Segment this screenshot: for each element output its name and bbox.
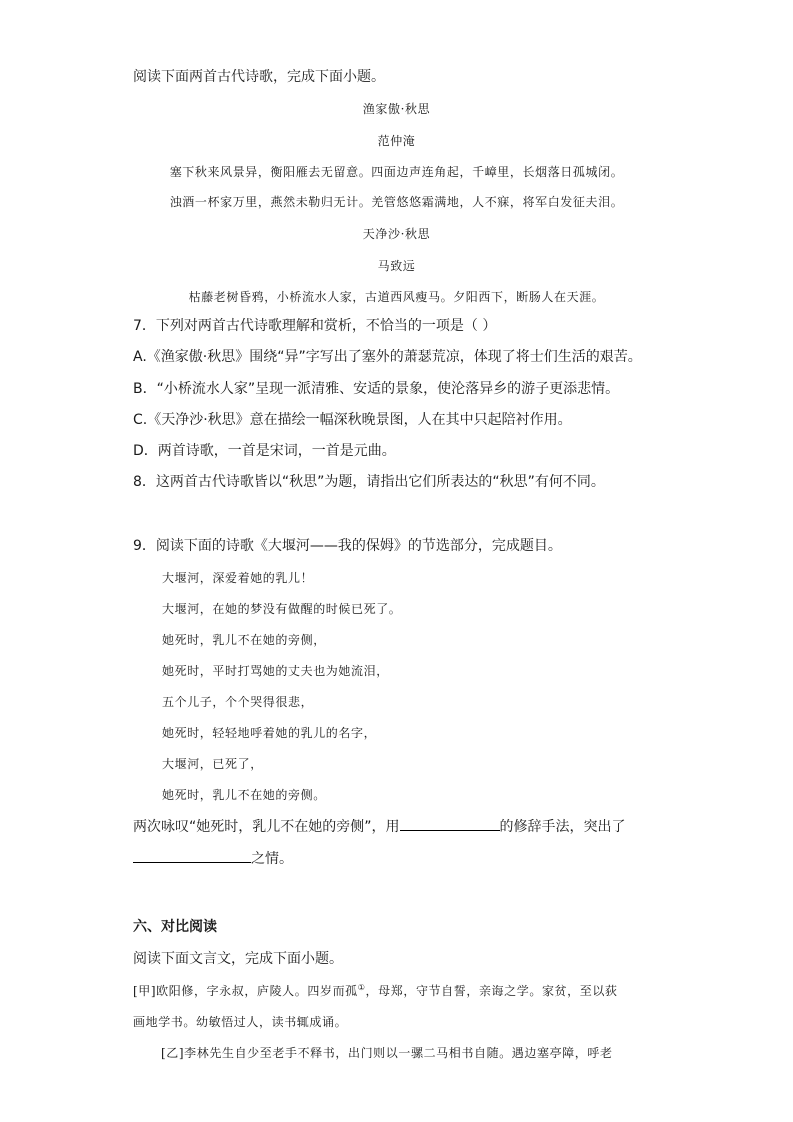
passage-jia-line — [133, 982, 618, 1000]
poem-verse: 大堰河，深爱着她的乳儿！ — [162, 571, 314, 585]
poem-verse: 五个儿子，个个哭得很悲， — [162, 695, 314, 709]
poem2-author: 马致远 — [377, 259, 416, 273]
question-7-stem: 7．下列对两首古代诗歌理解和赏析，不恰当的一项是（ ） — [133, 318, 497, 334]
passage-jia-text: [甲]欧阳修，字永叔，庐陵人。四岁而孤 — [133, 984, 358, 998]
poem-verse: 她死时，乳儿不在她的旁侧。 — [162, 788, 326, 802]
poem1-author: 范仲淹 — [377, 134, 416, 148]
section-heading: 六、对比阅读 — [133, 919, 217, 935]
answer-blank-1[interactable] — [400, 816, 500, 831]
question-7-option-d: D．两首诗歌，一首是宋词，一首是元曲。 — [133, 443, 396, 459]
section-intro: 阅读下面文言文，完成下面小题。 — [133, 951, 343, 967]
poem1-line: 浊酒一杯家万里，燕然未勒归无计。羌管悠悠霜满地，人不寐，将军白发征夫泪。 — [169, 195, 624, 209]
poem-verse: 她死时，平时打骂她的丈夫也为她流泪， — [162, 664, 389, 678]
poem1-line: 塞下秋来风景异，衡阳雁去无留意。四面边声连角起，千嶂里，长烟落日孤城闭。 — [169, 165, 624, 179]
question-9-stem: 9．阅读下面的诗歌《大堰河——我的保姆》的节选部分，完成题目。 — [133, 538, 562, 554]
poem-verse: 大堰河，在她的梦没有做醒的时候已死了。 — [162, 602, 402, 616]
passage-yi-line: [乙]李林先生自少至老手不释书，出门则以一骡二马相书自随。遇边塞亭障，呼老 — [161, 1046, 613, 1060]
question-9-prompt-part1: 两次咏叹“她死时，乳儿不在她的旁侧”，用 — [133, 819, 400, 835]
poem-verse: 她死时，轻轻地呼着她的乳儿的名字， — [162, 726, 377, 740]
passage-jia-text-rest: ，母郑，守节自誓，亲诲之学。家贫，至以荻 — [365, 984, 618, 998]
poem-verse: 她死时，乳儿不在她的旁侧， — [162, 633, 326, 647]
question-9-prompt-cont — [133, 848, 293, 868]
poem2-line: 枯藤老树昏鸦，小桥流水人家，古道西风瘦马。夕阳西下，断肠人在天涯。 — [188, 290, 605, 304]
poem1-title: 渔家傲·秋思 — [362, 102, 431, 116]
question-9-prompt — [133, 816, 626, 836]
footnote-marker: ① — [357, 983, 366, 992]
question-9-prompt-part3: 之情。 — [251, 851, 293, 867]
question-9-prompt-part2: 的修辞手法，突出了 — [499, 819, 626, 835]
poem-verse: 大堰河，已死了， — [162, 757, 263, 771]
question-7-option-a: A.《渔家傲·秋思》围绕“异”字写出了塞外的萧瑟荒凉，体现了将士们生活的艰苦。 — [133, 349, 642, 365]
passage-jia-line: 画地学书。幼敏悟过人，读书辄成诵。 — [133, 1015, 348, 1029]
intro-text: 阅读下面两首古代诗歌，完成下面小题。 — [133, 69, 385, 85]
question-7-option-c: C.《天净沙·秋思》意在描绘一幅深秋晚景图，人在其中只起陪衬作用。 — [133, 412, 572, 428]
question-7-option-b: B．“小桥流水人家”呈现一派清雅、安适的景象，使沦落异乡的游子更添悲情。 — [133, 381, 620, 397]
question-8: 8．这两首古代诗歌皆以“秋思”为题，请指出它们所表达的“秋思”有何不同。 — [133, 474, 605, 490]
answer-blank-2[interactable] — [133, 848, 251, 863]
poem2-title: 天净沙·秋思 — [362, 227, 431, 241]
